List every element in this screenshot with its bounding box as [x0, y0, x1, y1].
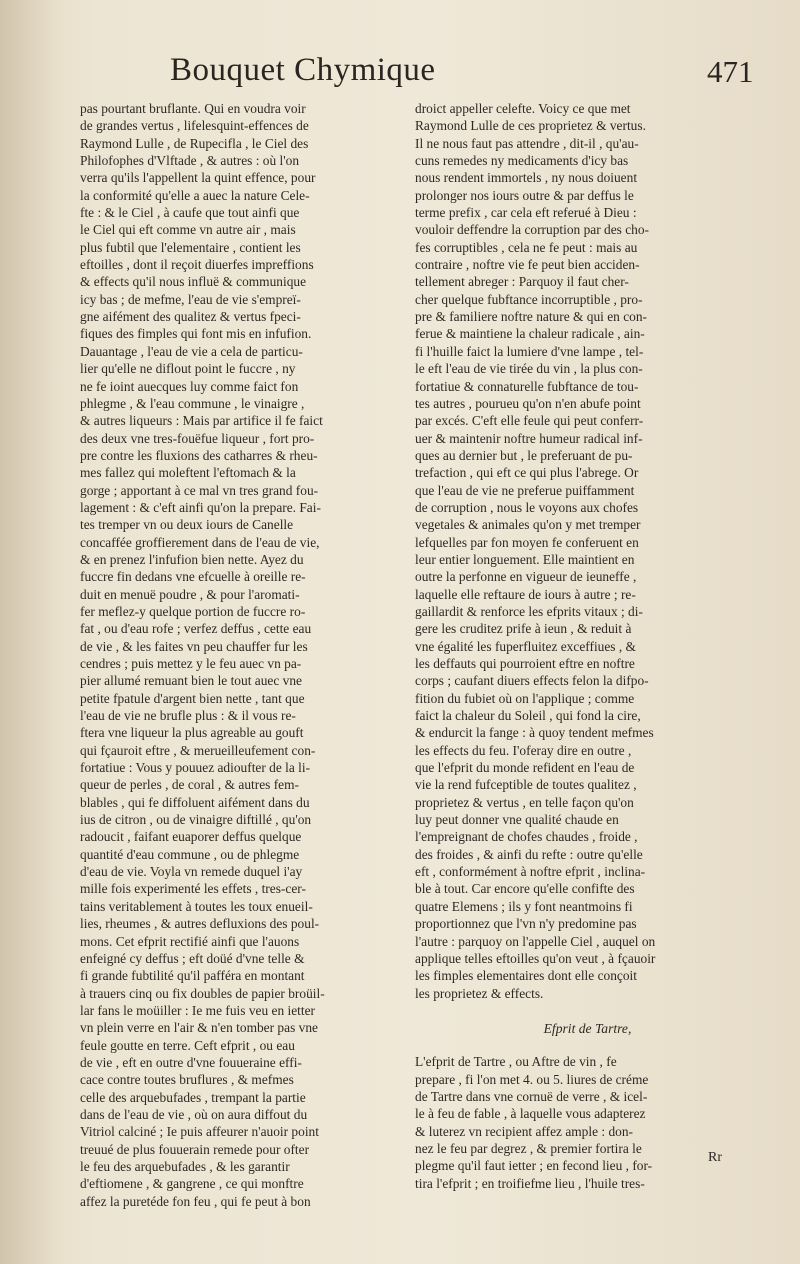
text-line: & autres liqueurs : Mais par artifice il fe faict	[80, 413, 323, 429]
text-line: que l'efprit du monde refident en l'eau de	[415, 760, 635, 776]
text-line: des froides , & ainfi du refte : outre qu'elle	[415, 846, 643, 862]
left-text-column	[80, 100, 410, 1210]
text-line: fi l'huille faict la lumiere d'vne lampe , tel-	[415, 343, 644, 359]
text-line: que l'eau de vie ne preferue puiffamment	[415, 482, 635, 498]
text-line: vegetales & animales qu'on y met tremper	[415, 517, 641, 533]
text-line: de Tartre dans vne cornuë de verre , & icel-	[415, 1088, 648, 1104]
section-heading: Efprit de Tartre,	[543, 1020, 632, 1036]
text-line: L'efprit de Tartre , ou Aftre de vin , fe	[415, 1054, 617, 1070]
text-line: cuns remedes ny medicaments d'icy bas	[415, 153, 629, 169]
text-line: ble à tout. Car encore qu'elle confifte des	[415, 881, 635, 897]
text-line: ne fe ioint auecques luy comme faict fon	[80, 378, 299, 394]
text-line: luy peut donner vne qualité chaude en	[415, 812, 619, 828]
text-line: par excés. C'eft elle feule qui peut conferr-	[415, 413, 644, 429]
text-line: droict appeller celefte. Voicy ce que met	[415, 101, 631, 116]
text-line: l'empreignant de chofes chaudes , froide ,	[415, 829, 638, 845]
text-line: vne égalité les fuperfluitez exceffiues , &	[415, 638, 636, 654]
text-line: proprietez & vertus , en telle façon qu'on	[415, 794, 634, 810]
catchword: Rr	[708, 1150, 722, 1165]
text-line: Il ne nous faut pas attendre , dit-il , qu'au-	[415, 135, 639, 151]
text-line: d'eftiomene , & gangrene , ce qui monftre	[80, 1176, 304, 1192]
text-line: de grandes vertus , lifelesquint-effences de	[80, 118, 309, 134]
text-line: feule goutte en terre. Ceft efprit , ou eau	[80, 1037, 295, 1053]
text-line: quantité d'eau commune , ou de phlegme	[80, 846, 300, 862]
text-line: nez le feu par degrez , & premier fortira le	[415, 1140, 642, 1156]
text-line: prolonger nos iours outre & par deffus le	[415, 187, 634, 203]
text-line: quatre Elemens ; ils y font neantmoins fi	[415, 898, 633, 914]
text-line: plegme qu'il faut ietter ; en fecond lieu , for-	[415, 1158, 653, 1174]
text-line: & effects qu'il nous influë & communique	[80, 274, 307, 290]
text-line: celle des arquebufades , trempant la partie	[80, 1089, 306, 1105]
text-line: de vie , & les faites vn peu chauffer fur les	[80, 638, 308, 654]
text-line: enfeigné cy deffus ; eft doüé d'vne telle &	[80, 950, 305, 966]
text-line: les effects du feu. I'oferay dire en outre ,	[415, 742, 632, 758]
text-line: cace contre toutes bruflures , & mefmes	[80, 1072, 294, 1088]
text-line: Raymond Lulle , de Rupecifla , le Ciel des	[80, 135, 309, 151]
text-line: prepare , fi l'on met 4. ou 5. liures de créme	[415, 1071, 649, 1087]
text-line: trefaction , qui eft ce qui plus l'abrege. Or	[415, 465, 639, 481]
text-line: Raymond Lulle de ces proprietez & vertus.	[415, 118, 646, 134]
text-line: ferue & maintiene la chaleur radicale , ain-	[415, 326, 645, 342]
text-line: lar fans le moüiller : Ie me fuis veu en ietter	[80, 1002, 315, 1018]
text-line: pre & familiere noftre nature & qui en con-	[415, 309, 648, 325]
text-line: corps ; caufant diuers effects felon la difpo-	[415, 673, 649, 689]
text-line: proportionnez que l'vn n'y predomine pas	[415, 916, 637, 932]
text-line: de corruption , nous le voyons aux chofes	[415, 499, 639, 515]
text-line: l'autre : parquoy on l'appelle Ciel , auquel on	[415, 933, 656, 949]
text-line: vouloir deffendre la corruption par des cho-	[415, 222, 650, 238]
text-line: des deux vne tres-fouëfue liqueur , fort pro-	[80, 430, 315, 446]
text-line: blables , qui fe diffoluent aifément dans du	[80, 794, 310, 810]
text-line: ftera vne liqueur la plus agreable au gouft	[80, 725, 304, 741]
text-line: radoucit , faifant euaporer deffus quelque	[80, 829, 302, 845]
running-header	[0, 52, 800, 102]
text-line: & luterez vn recipient affez ample : don-	[415, 1123, 633, 1139]
text-line: phlegme , & l'eau commune , le vinaigre ,	[80, 395, 305, 411]
text-line: outre la perfonne en vigueur de ieuneffe ,	[415, 569, 637, 585]
text-line: dans de l'eau de vie , où on aura diffout du	[80, 1106, 308, 1122]
text-line: tes autres , pourueu qu'on n'en abufe point	[415, 395, 641, 411]
text-line: tellement abreger : Parquoy il faut cher-	[415, 274, 629, 290]
page-number: 471	[707, 54, 754, 89]
text-line: fortatiue & connaturelle fubftance de tou-	[415, 378, 639, 394]
text-line: & endurcit la fange : à quoy tendent mefmes	[415, 725, 654, 741]
text-line: uer & maintenir noftre humeur radical inf-	[415, 430, 643, 446]
text-line: Vitriol calciné ; Ie puis affeurer n'auoir point	[80, 1124, 319, 1140]
text-line: gorge ; apportant à ce mal vn tres grand fou-	[80, 482, 319, 498]
text-line: terme prefix , car cela eft referué à Dieu :	[415, 205, 637, 221]
text-line: concaffée groffierement dans de l'eau de vie,	[80, 534, 320, 550]
text-line: lies, rheumes , & autres defluxions des poul-	[80, 916, 320, 932]
text-line: ques au dernier but , le preferuant de pu-	[415, 447, 633, 463]
text-line: gne aifément des qualitez & vertus fpeci-	[80, 309, 301, 325]
text-line: queur de perles , de coral , & autres fem-	[80, 777, 299, 793]
text-line: vie la rend fufceptible de toutes qualitez ,	[415, 777, 637, 793]
text-line: fuccre fin dedans vne efcuelle à oreille re-	[80, 569, 306, 585]
text-line: pier allumé remuant bien le tout auec vne	[80, 673, 302, 689]
text-line: Philofophes d'Vlftade , & autres : où l'on	[80, 153, 300, 169]
text-line: fi grande fubtilité qu'il pafféra en montant	[80, 968, 305, 984]
text-line: icy bas ; de mefme, l'eau de vie s'empreï-	[80, 291, 301, 307]
text-line: pas pourtant bruflante. Qui en voudra voir	[80, 101, 306, 116]
text-line: fition du fubiet où on l'applique ; comme	[415, 690, 635, 706]
right-text-column	[415, 100, 760, 1192]
text-line: fes corruptibles , cela ne fe peut : mais au	[415, 239, 638, 255]
text-line: mille fois experimenté les effets , tres-cer-	[80, 881, 306, 897]
text-line: applique telles eftoilles qu'on veut , à fçauoir	[415, 950, 656, 966]
text-line: cher quelque fubftance incorruptible , pro-	[415, 291, 643, 307]
text-line: le Ciel qui eft comme vn autre air , mais	[80, 222, 296, 238]
text-line: la conformité qu'elle a auec la nature Cele-	[80, 187, 310, 203]
text-line: nous rendent immortels , ny nous doiuent	[415, 170, 638, 186]
text-line: petite fpatule d'argent bien nette , tant que	[80, 690, 305, 706]
text-line: mes fallez qui moleftent l'eftomach & la	[80, 465, 296, 481]
right-column-upper-text	[415, 100, 760, 1002]
text-line: le feu des arquebufades , & les garantir	[80, 1158, 290, 1174]
text-line: le eft l'eau de vie tirée du vin , la plus con-	[415, 361, 643, 377]
text-line: fer meflez-y quelque portion de fuccre ro-	[80, 603, 306, 619]
text-line: qui fçauroit eftre , & merueilleufement con-	[80, 742, 316, 758]
text-line: tira l'efprit ; en troifiefme lieu , l'huile tres-	[415, 1175, 645, 1191]
text-line: & en prenez l'infufion bien nette. Ayez du	[80, 551, 304, 567]
page-fold-shadow	[0, 0, 60, 1264]
text-line: gaillardit & renforce les efprits vitaux ; di-	[415, 603, 643, 619]
text-line: l'eau de vie ne brufle plus : & il vous re-	[80, 708, 296, 724]
text-line: verra qu'ils l'appellent la quint effence, pour	[80, 170, 316, 186]
text-line: les fimples elementaires dont elle conçoit	[415, 968, 637, 984]
text-line: fortatiue : Vous y pouuez adioufter de la li-	[80, 760, 311, 776]
text-line: eftoilles , dont il reçoit diuerfes impreffions	[80, 257, 314, 273]
text-line: le à feu de fable , à laquelle vous adapterez	[415, 1106, 646, 1122]
text-line: laquelle elle reftaure de iours à autre ; re-	[415, 586, 636, 602]
text-line: cendres ; puis mettez y le feu auec vn pa-	[80, 656, 302, 671]
text-line: fiques des fimples qui font mis en infufion.	[80, 326, 312, 342]
text-line: lagement : & c'eft ainfi qu'on la prepare. Fai-	[80, 499, 321, 515]
text-line: les proprietez & effects.	[415, 985, 544, 1001]
text-line: contraire , noftre vie fe peut bien acciden-	[415, 257, 640, 273]
text-line: fte : & le Ciel , à caufe que tout ainfi que	[80, 205, 300, 221]
text-line: pre contre les fluxions des catharres & rheu-	[80, 447, 318, 463]
text-line: duit en menuë poudre , & pour l'aromati-	[80, 586, 300, 602]
running-title: Bouquet Chymique	[170, 52, 436, 88]
text-line: ius de citron , ou de vinaigre diftillé , qu'on	[80, 812, 312, 828]
text-line: leur entier longuement. Elle maintient en	[415, 551, 635, 567]
text-line: à trauers cinq ou fix doubles de papier broüil-	[80, 985, 325, 1001]
text-line: lier qu'elle ne diflout point le fuccre , ny	[80, 361, 296, 377]
text-line: treuué de plus fouuerain remede pour ofter	[80, 1141, 310, 1157]
text-line: les deffauts qui pourroient eftre en noftre	[415, 656, 635, 671]
text-line: plus fubtil que l'elementaire , contient les	[80, 239, 301, 255]
text-line: Dauantage , l'eau de vie a cela de particu-	[80, 343, 303, 359]
text-line: de vie , eft en outre d'vne fouueraine effi-	[80, 1054, 302, 1070]
text-line: gere les cruditez prife à ieun , & reduit à	[415, 621, 632, 637]
text-line: d'eau de vie. Voyla vn remede duquel i'ay	[80, 864, 303, 880]
text-line: tes tremper vn ou deux iours de Canelle	[80, 517, 294, 533]
text-line: mons. Cet efprit rectifié ainfi que l'auons	[80, 933, 300, 949]
text-line: affez la puretéde fon feu , qui fe peut à bon	[80, 1193, 311, 1209]
text-line: eft , conformément à noftre efprit , inclina-	[415, 864, 646, 880]
text-line: faict la chaleur du Soleil , qui fond la cire,	[415, 708, 641, 724]
text-line: fat , ou d'eau rofe ; verfez deffus , cette eau	[80, 621, 312, 637]
text-line: vn plein verre en l'air & n'en tomber pas vne	[80, 1020, 318, 1036]
text-line: tains veritablement à toutes les toux enueil-	[80, 898, 313, 914]
text-line: lefquelles par fon moyen fe conferuent en	[415, 534, 639, 550]
right-column-lower-text	[415, 1053, 760, 1192]
